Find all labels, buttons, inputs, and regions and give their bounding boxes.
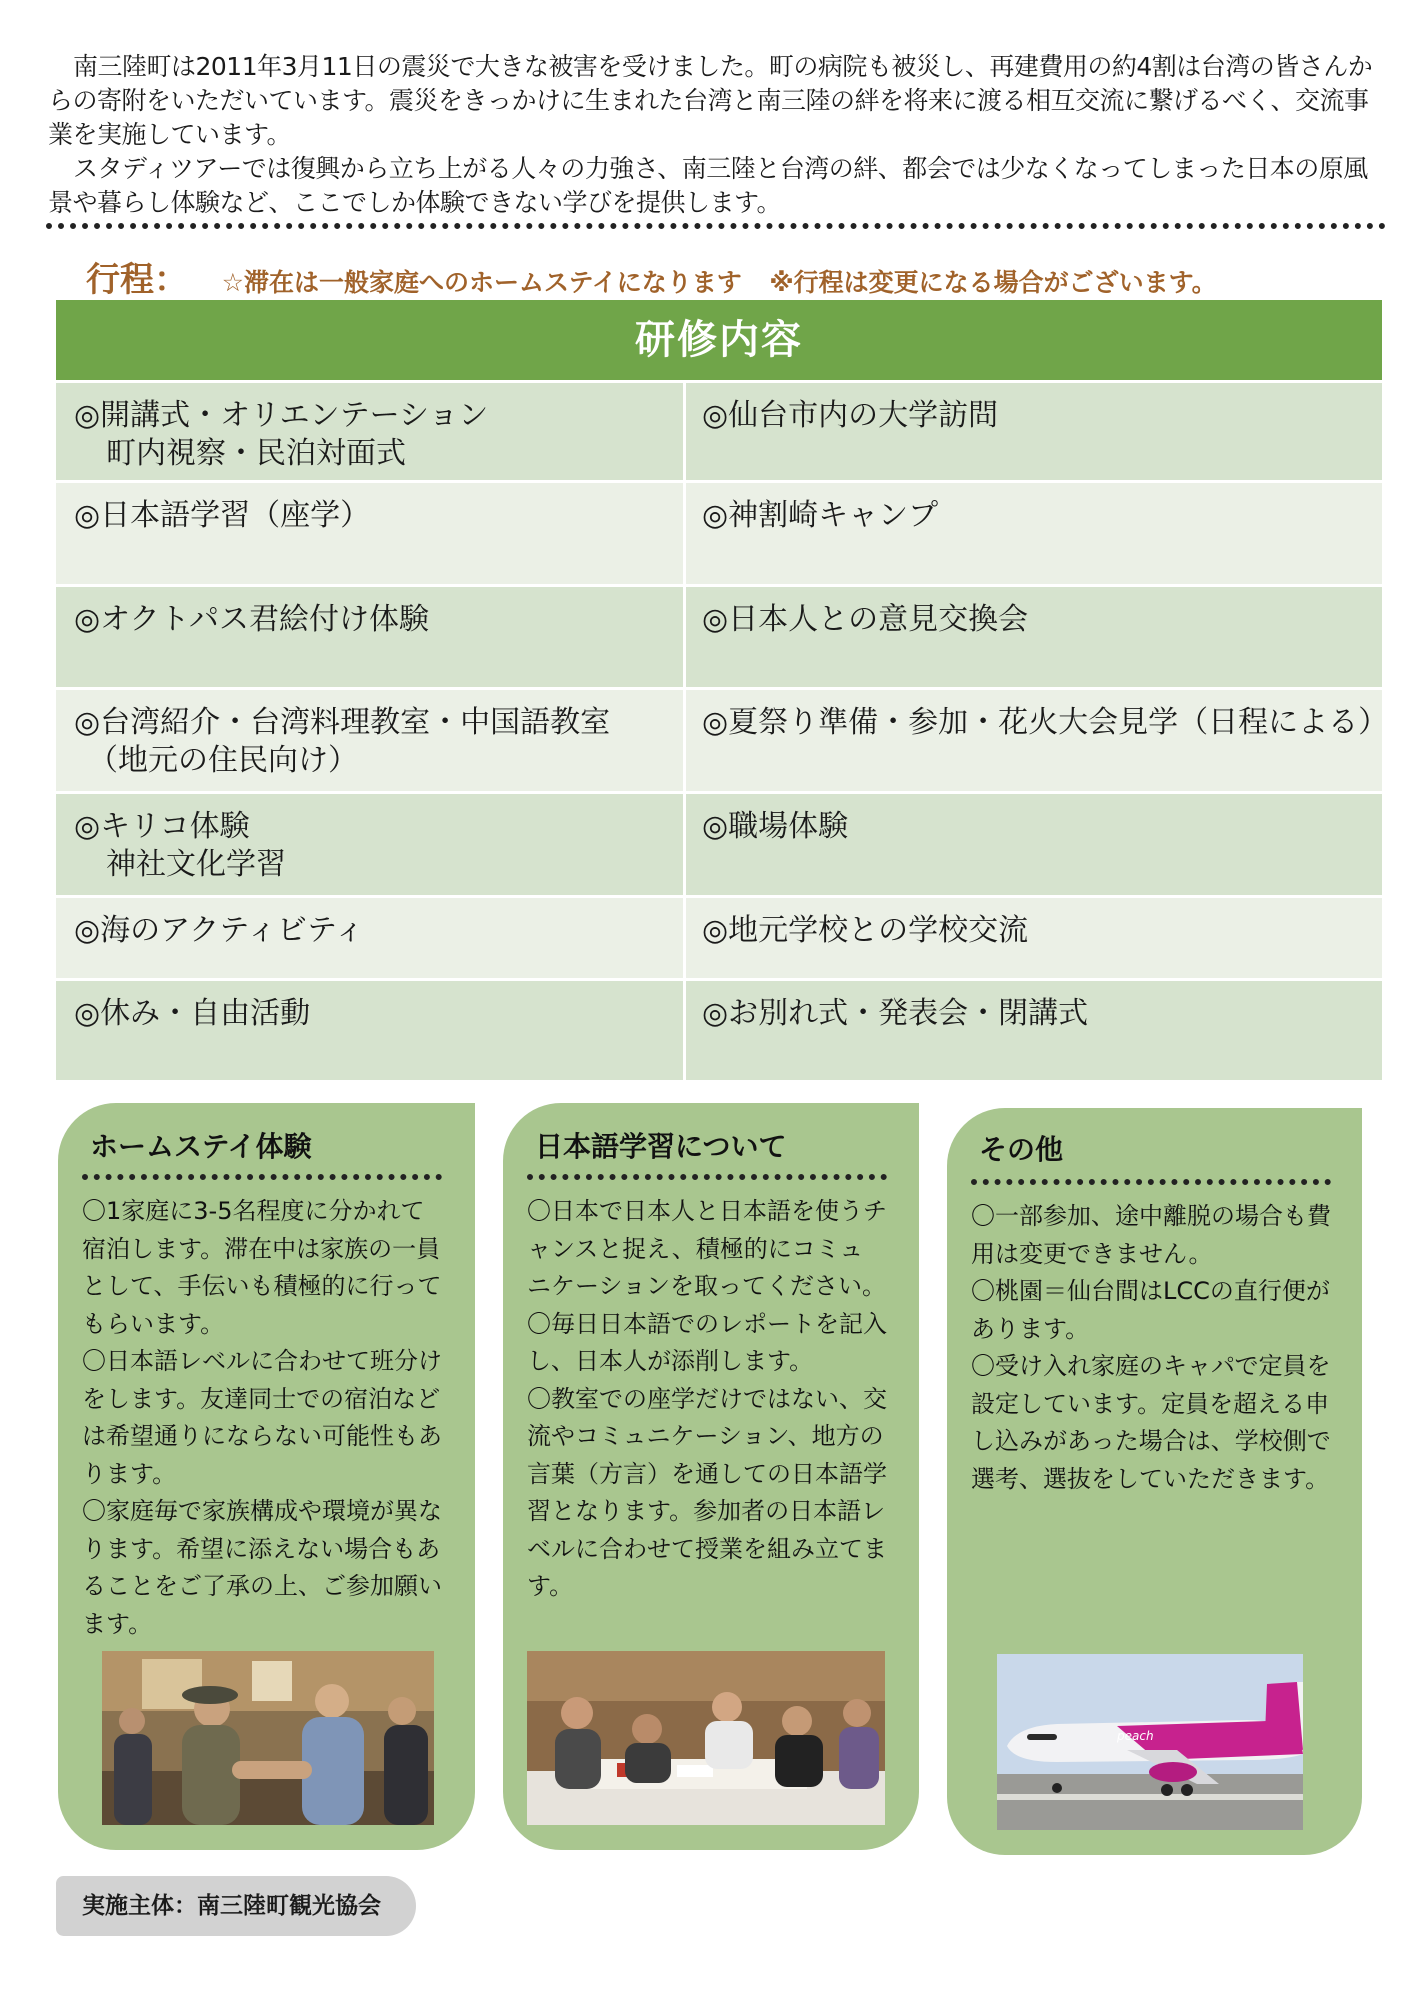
- dotted-divider: [971, 1179, 1331, 1185]
- program-item: ◎仙台市内の大学訪問: [702, 398, 999, 433]
- homestay-note: ☆滞在は一般家庭へのホームステイになります: [221, 268, 742, 297]
- program-item: ◎日本人との意見交換会: [702, 602, 1029, 637]
- program-item: ◎台湾紹介・台湾料理教室・中国語教室: [74, 705, 611, 740]
- program-item: ◎お別れ式・発表会・閉講式: [702, 996, 1089, 1031]
- japanese-study-item: 〇教室での座学だけではない、交流やコミュニケーション、地方の言葉（方言）を通しての日本語学習となります。参加者の日本語レベルに合わせて授業を組み立てます。: [527, 1384, 887, 1600]
- program-subitem: 町内視察・民泊対面式: [106, 436, 406, 471]
- itinerary-label: 行程：: [86, 260, 188, 300]
- itinerary-heading: [86, 252, 1406, 301]
- program-item: ◎神割崎キャンプ: [702, 498, 939, 533]
- program-cell: [56, 380, 683, 480]
- program-grid: [56, 380, 1389, 1080]
- program-cell: [683, 978, 1382, 1080]
- other-info-text: [971, 1198, 1331, 1498]
- program-item: ◎日本語学習（座学）: [74, 498, 371, 533]
- program-cell: [683, 584, 1382, 687]
- homestay-item: 〇1家庭に3-5名程度に分かれて宿泊します。滞在中は家族の一員として、手伝いも積極的に行ってもらいます。: [82, 1197, 442, 1338]
- program-cell: [56, 687, 683, 791]
- program-cell: [683, 791, 1382, 895]
- dotted-divider: [46, 223, 1386, 229]
- program-cell: [56, 791, 683, 895]
- program-item: ◎オクトパス君絵付け体験: [74, 602, 429, 637]
- other-info-item: 〇一部参加、途中離脱の場合も費用は変更できません。: [971, 1202, 1331, 1268]
- intro-paragraph-1: 南三陸町は2011年3月11日の震災で大きな被害を受けました。町の病院も被災し、再建費用の約4割は台湾の皆さんからの寄附をいただいています。震災をきっかけに生まれた台湾と南三陸の絆を将来に渡る相互交流に繋げるべく、交流事業を実施しています。: [48, 52, 1373, 149]
- program-item: ◎海のアクティビティ: [74, 913, 365, 948]
- homestay-text: [82, 1193, 442, 1643]
- program-item: ◎休み・自由活動: [74, 996, 311, 1031]
- program-cell: [56, 480, 683, 584]
- dotted-divider: [82, 1174, 442, 1180]
- program-subitem: （地元の住民向け）: [88, 743, 358, 778]
- dotted-divider: [527, 1174, 887, 1180]
- program-cell: [683, 480, 1382, 584]
- program-subitem: 神社文化学習: [106, 847, 286, 882]
- other-info-box: [947, 1108, 1362, 1855]
- program-item: ◎夏祭り準備・参加・花火大会見学（日程による）: [702, 705, 1389, 740]
- japanese-study-title: 日本語学習について: [535, 1130, 787, 1163]
- japanese-study-item: 〇毎日日本語でのレポートを記入し、日本人が添削します。: [527, 1309, 887, 1375]
- homestay-item: 〇日本語レベルに合わせて班分けをします。友達同士での宿泊などは希望通りにならない可能性もあります。: [82, 1347, 442, 1488]
- japanese-study-box: [503, 1103, 919, 1850]
- program-header: 研修内容: [56, 300, 1382, 380]
- airplane-photo: [997, 1654, 1303, 1830]
- program-table: [56, 300, 1389, 1088]
- japanese-study-text: [527, 1193, 887, 1606]
- program-cell: [683, 895, 1382, 978]
- homestay-title: ホームステイ体験: [90, 1130, 312, 1163]
- schedule-change-note: ※行程は変更になる場合がございます。: [769, 268, 1217, 297]
- other-info-item: 〇桃園＝仙台間はLCCの直行便があります。: [971, 1277, 1330, 1343]
- program-cell: [56, 978, 683, 1080]
- japanese-study-item: 〇日本で日本人と日本語を使うチャンスと捉え、積極的にコミュニケーションを取ってください。: [527, 1197, 887, 1300]
- intro-paragraph-2: スタディツアーでは復興から立ち上がる人々の力強さ、南三陸と台湾の絆、都会では少なくなってしまった日本の原風景や暮らし体験など、ここでしか体験できない学びを提供します。: [48, 154, 1368, 217]
- program-cell: [683, 380, 1382, 480]
- program-cell: [683, 687, 1389, 791]
- classroom-photo: [527, 1651, 885, 1825]
- intro-text: [48, 50, 1388, 220]
- homestay-item: 〇家庭毎で家族構成や環境が異なります。希望に添えない場合もあることをご了承の上、ご参加願います。: [82, 1497, 442, 1638]
- other-info-item: 〇受け入れ家庭のキャパで定員を設定しています。定員を超える申し込みがあった場合は、学校側で選考、選抜をしていただきます。: [971, 1352, 1331, 1493]
- program-item: ◎職場体験: [702, 809, 849, 844]
- program-cell: [56, 895, 683, 978]
- homestay-photo: [102, 1651, 434, 1825]
- program-item: ◎地元学校との学校交流: [702, 913, 1029, 948]
- airline-livery-text: peach: [1117, 1729, 1154, 1743]
- homestay-box: [58, 1103, 475, 1850]
- program-cell: [56, 584, 683, 687]
- organizer-badge: 実施主体：南三陸町観光協会: [56, 1876, 416, 1936]
- program-item: ◎開講式・オリエンテーション: [74, 398, 489, 433]
- other-info-title: その他: [979, 1133, 1064, 1166]
- program-item: ◎キリコ体験: [74, 809, 250, 844]
